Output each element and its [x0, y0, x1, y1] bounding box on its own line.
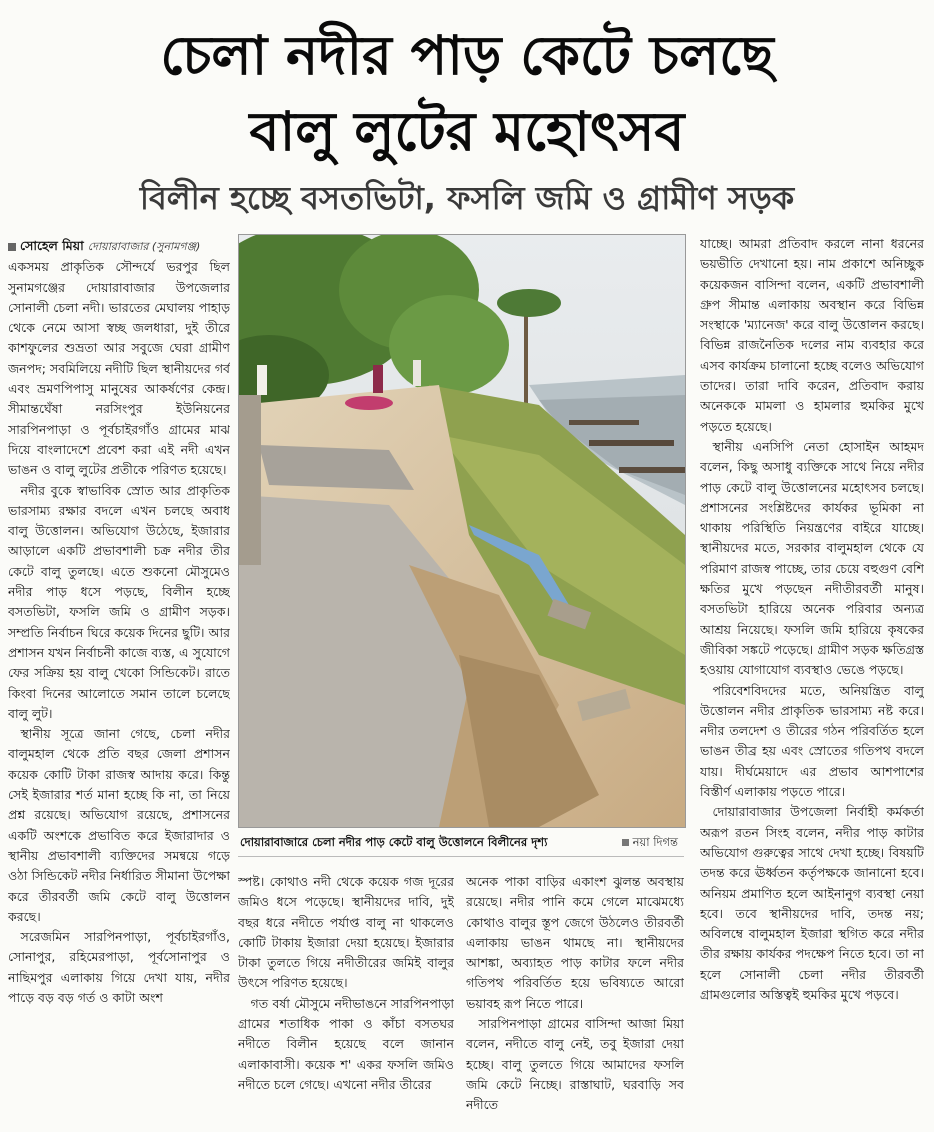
paragraph: দোয়ারাবাজার উপজেলা নির্বাহী কর্মকর্তা অরূপ রতন সিংহ বলেন, নদীর পাড় কাটার অভিযোগ গুরুত্বের সাথে দেখা হচ্ছে। বিষয়টি তদন্ত করে ঊর্ধ্বতন কর্তৃপক্ষকে জানানো হবে। অনিয়ম প্রমাণিত হলে আইনানুগ ব্যবস্থা নেয়া হবে। তবে স্থানীয়দের দাবি, তদন্ত নয়; অবিলম্বে বালুমহাল ইজারা স্থগিত করে নদীর তীর রক্ষায় কার্যকর পদক্ষেপ নিতে হবে। তা না হলে সোনালী চেলা নদীর তীরবর্তী গ্রামগুলোর অস্তিত্বই হুমকির মুখে পড়বে। [700, 804, 924, 1002]
riverbank-erosion-image [239, 235, 685, 827]
byline-bullet-icon [8, 243, 16, 251]
headline [0, 18, 934, 170]
byline [8, 236, 230, 257]
byline-name: সোহেল মিয়া [20, 238, 84, 253]
paragraph: নদীর বুকে স্বাভাবিক স্রোত আর প্রাকৃতিক ভারসাম্য রক্ষার বদলে এখন চলছে অবাধ বালু উত্তোলন। অভিযোগ উঠেছে, ইজারার আড়ালে একটি প্রভাবশালী চক্র নদীর তীর কেটে বালু তুলছে। এতে শুকনো মৌসুমেও নদীর পাড় ধসে পড়ছে, বিলীন হচ্ছে বসতভিটা, ফসলি জমি ও গ্রামীণ সড়ক। সম্প্রতি নির্বাচন ঘিরে কয়েক দিনের ছুটি। আর প্রশাসন যখন নির্বাচনী কাজে ব্যস্ত, এ সুযোগে ফের সক্রিয় হয় বালু খেকো সিন্ডিকেট। রাতে কিংবা দিনের আলোতে সমান তালে চলেছে বালু লুট। [8, 482, 230, 721]
paragraph: গত বর্ষা মৌসুমে নদীভাঙনে সারপিনপাড়া গ্রামের শতাধিক পাকা ও কাঁচা বসতঘর নদীতে বিলীন হয়েছে বলে জানান এলাকাবাসী। কয়েক শ' একর ফসলি জমিও নদীতে চলে গেছে। এখনো নদীর তীরের [238, 995, 454, 1092]
paragraph: স্পষ্ট। কোথাও নদী থেকে কয়েক গজ দূরের জমিও ধসে পড়েছে। স্থানীয়দের দাবি, দুই বছর ধরে নদীতে পর্যাপ্ত বালু না থাকলেও কোটি টাকায় ইজারা দেয়া হয়েছে। ইজারার টাকা তুলতে গিয়ে নদীতীরের জমিই বালুর উৎসে পরিণত হয়েছে। [238, 874, 454, 991]
article-column-1 [8, 236, 230, 1120]
photo-caption: দোয়ারাবাজারে চেলা নদীর পাড় কেটে বালু উত্তোলনে বিলীনের দৃশ্য [240, 835, 548, 849]
byline-place: দোয়ারাবাজার (সুনামগঞ্জ) [87, 240, 201, 253]
photo-credit [622, 834, 678, 853]
paragraph: স্থানীয় এনসিপি নেতা হোসাইন আহমদ বলেন, কিছু অসাধু ব্যক্তিকে সাথে নিয়ে নদীর পাড় কেটে বালু উত্তোলনের মহোৎসব চলছে। প্রশাসনের সংশ্লিষ্টদের কার্যকর ভূমিকা না থাকায় পরিস্থিতি নিয়ন্ত্রণের বাইরে যাচ্ছে। স্থানীয়দের মতে, সরকার বালুমহাল থেকে যে পরিমাণ রাজস্ব পাচ্ছে, তার চেয়ে বহুগুণ বেশি ক্ষতির মুখে পড়ছেন নদীতীরবর্তী মানুষ। বসতভিটা হারিয়ে অনেক পরিবার অন্যত্র আশ্রয় নিয়েছে। ফসলি জমি হারিয়ে কৃষকের জীবিকা সঙ্কটে পড়েছে। গ্রামীণ সড়ক ক্ষতিগ্রস্ত হওয়ায় যোগাযোগ ব্যবস্থাও ভেঙে পড়ছে। [700, 438, 924, 678]
photo-caption-bar [238, 828, 684, 857]
photo-credit-text: নয়া দিগন্ত [632, 835, 678, 849]
paragraph: অনেক পাকা বাড়ির একাংশ ঝুলন্ত অবস্থায় রয়েছে। নদীর পানি কমে গেলে মাঝেমধ্যে কোথাও বালুর স্তূপ জেগে উঠলেও তীরবর্তী এলাকায় ভাঙন থামছে না। স্থানীয়দের আশঙ্কা, অব্যাহত পাড় কাটার ফলে নদীর গতিপথ পরিবর্তিত হয়ে ভবিষ্যতে আরো ভয়াবহ রূপ নিতে পারে। [466, 874, 684, 1011]
headline-line-1: চেলা নদীর পাড় কেটে চলছে [160, 24, 774, 87]
headline-line-2: বালু লুটের মহোৎসব [249, 100, 685, 163]
article-column-2 [238, 872, 454, 1120]
subheadline: বিলীন হচ্ছে বসতভিটা, ফসলি জমি ও গ্রামীণ সড়ক [139, 179, 795, 217]
paragraph: যাচ্ছে। আমরা প্রতিবাদ করলে নানা ধরনের ভয়ভীতি দেখানো হয়। নাম প্রকাশে অনিচ্ছুক কয়েকজন বাসিন্দা বলেন, একটি প্রভাবশালী গ্রুপ সীমান্ত এলাকায় অবস্থান করে বিভিন্ন সংস্থাকে 'ম্যানেজ' করে বালু উত্তোলন করছে। বিভিন্ন রাজনৈতিক দলের নাম ব্যবহার করে এসব কার্যক্রম চালানো হচ্ছে বলেও অভিযোগ তাদের। তারা দাবি করেন, প্রতিবাদ করায় অনেককে মামলা ও হামলার হুমকির মুখে পড়তে হয়েছে। [700, 236, 924, 434]
paragraph: স্থানীয় সূত্রে জানা গেছে, চেলা নদীর বালুমহাল থেকে প্রতি বছর জেলা প্রশাসন কয়েক কোটি টাকা রাজস্ব আদায় করে। কিন্তু সেই ইজারার শর্ত মানা হচ্ছে কি না, তা নিয়ে প্রশ্ন রয়েছে। অভিযোগ রয়েছে, প্রশাসনের একটি অংশকে প্রভাবিত করে ইজারাদার ও স্থানীয় প্রভাবশালী ব্যক্তিদের সমন্বয়ে গড়ে ওঠা সিন্ডিকেট নদীর নির্ধারিত সীমানা উপেক্ষা করে তীরবর্তী জমি কেটে বালু উত্তোলন করছে। [8, 726, 230, 924]
paragraph: একসময় প্রাকৃতিক সৌন্দর্যে ভরপুর ছিল সুনামগঞ্জের দোয়ারাবাজার উপজেলার সোনালী চেলা নদী। ভারতের মেঘালয় পাহাড় থেকে নেমে আসা স্বচ্ছ জলধারা, দুই তীরে কাশফুলের শুভ্রতা আর সবুজে ঘেরা গ্রামীণ জনপদ; সবমিলিয়ে নদীটি ছিল স্থানীয়দের গর্ব এবং ভ্রমণপিপাসু মানুষের আকর্ষণের কেন্দ্র। সীমান্তঘেঁষা নরসিংপুর ইউনিয়নের সারপিনপাড়া ও পূর্বচাইরগাঁও গ্রামের মাঝ দিয়ে বাংলাদেশে প্রবেশ করা এই নদী এখন ভাঙন ও বালু লুটের প্রতীকে পরিণত হয়েছে। [8, 259, 230, 478]
paragraph: সরেজমিন সারপিনপাড়া, পূর্বচাইরগাঁও, সোনাপুর, রহিমেরপাড়া, পূর্বসোনাপুর ও নাছিমপুর এলাকায় গিয়ে দেখা যায়, নদীর পাড়ে বড় বড় গর্ত ও কাটা অংশ [8, 929, 230, 1005]
article-photo [238, 234, 686, 828]
paragraph: পরিবেশবিদদের মতে, অনিয়ন্ত্রিত বালু উত্তোলন নদীর প্রাকৃতিক ভারসাম্য নষ্ট করে। নদীর তলদেশ ও তীরের গঠন পরিবর্তিত হলে ভাঙন তীব্র হয় এবং স্রোতের গতিপথ বদলে যায়। দীর্ঘমেয়াদে এর প্রভাব আশপাশের বিস্তীর্ণ এলাকায় পড়তে পারে। [700, 682, 924, 800]
article-column-4 [700, 234, 924, 1120]
article-column-3 [466, 872, 684, 1120]
credit-bullet-icon [622, 839, 629, 846]
paragraph: সারপিনপাড়া গ্রামের বাসিন্দা আজা মিয়া বলেন, নদীতে বালু নেই, তবু ইজারা দেয়া হচ্ছে। বালু তুলতে গিয়ে আমাদের ফসলি জমি কেটে নিচ্ছে। রাস্তাঘাট, ঘরবাড়ি সব নদীতে [466, 1016, 684, 1113]
